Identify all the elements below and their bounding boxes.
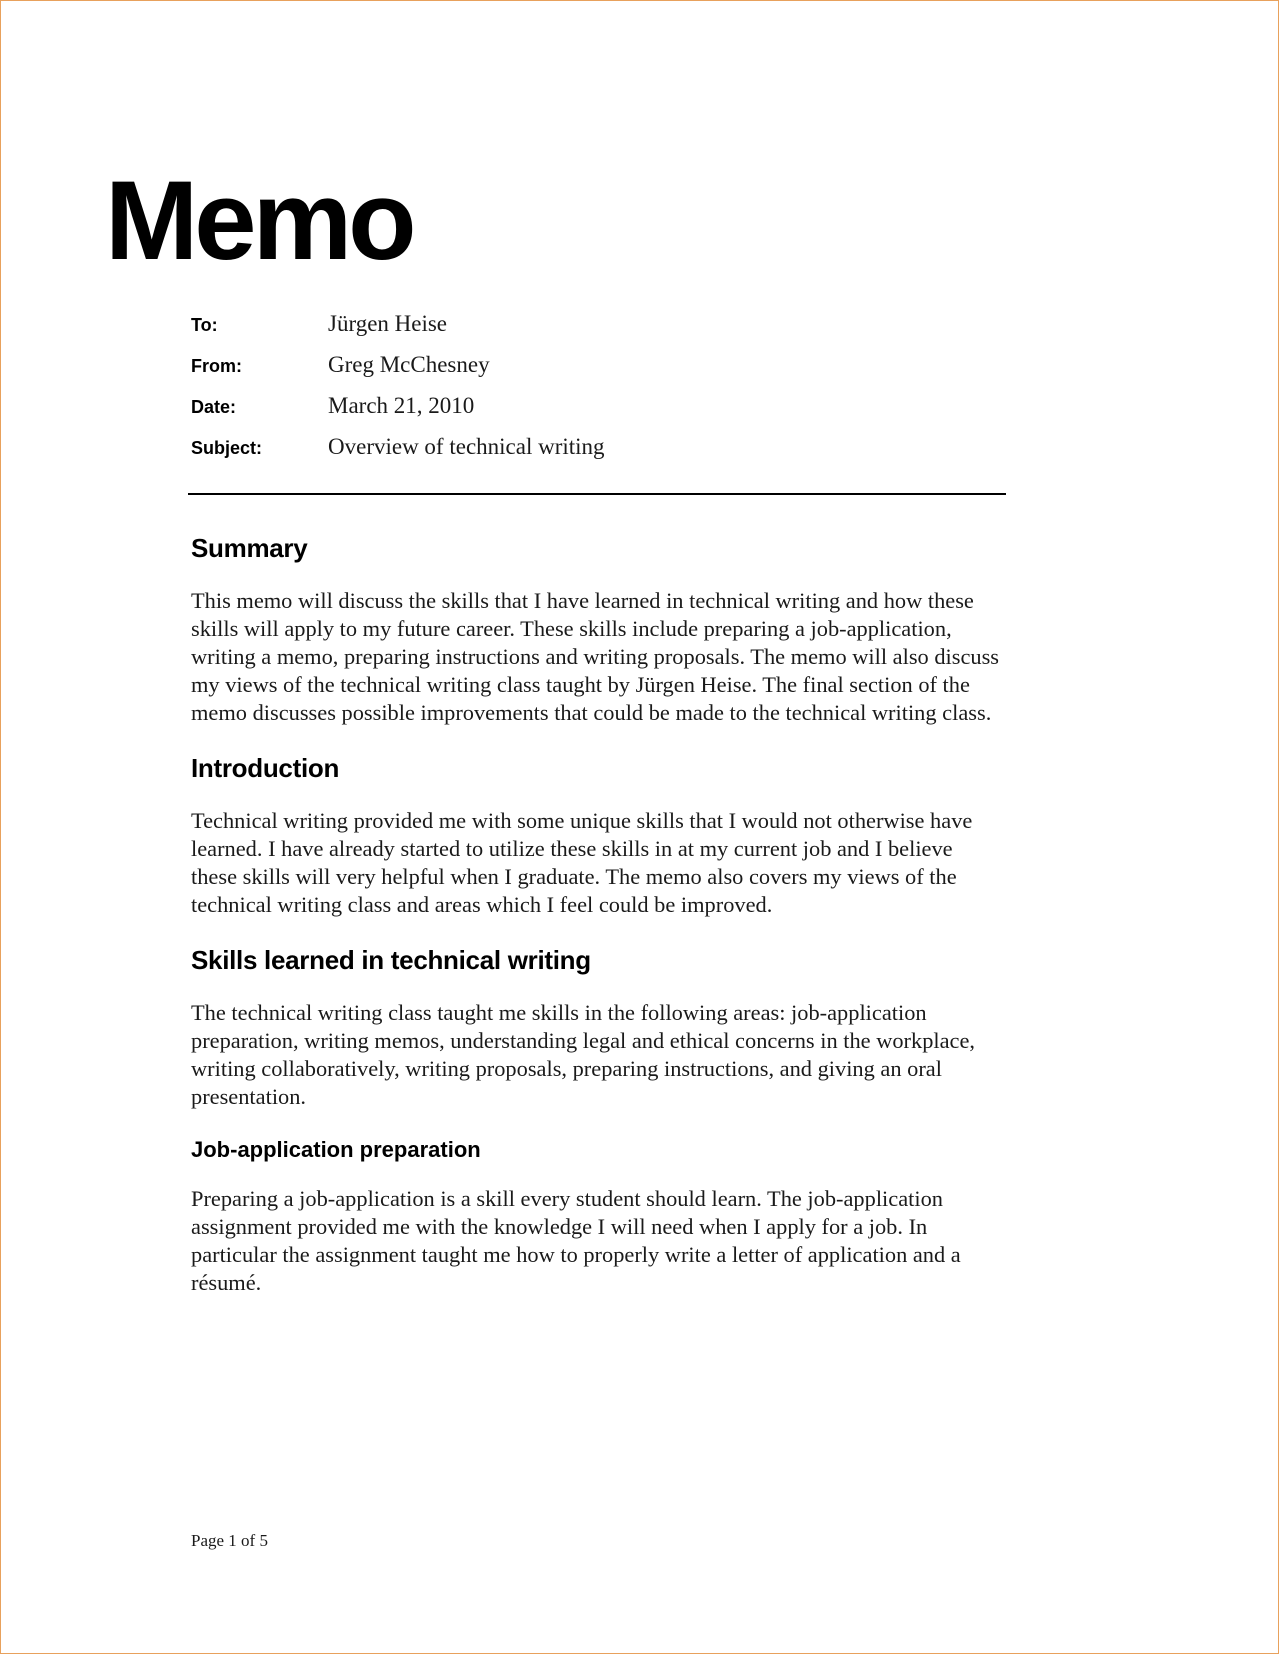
header-row-subject bbox=[191, 434, 605, 475]
header-value-date: March 21, 2010 bbox=[328, 393, 475, 418]
job-application-section bbox=[191, 1135, 1001, 1297]
memo-body bbox=[191, 531, 1001, 1321]
header-row-date bbox=[191, 393, 605, 434]
header-row-to bbox=[191, 311, 605, 352]
introduction-paragraph: Technical writing provided me with some unique skills that I would not otherwise have learned. I have already started to utilize these skills in at my current job and I believe these skills will very helpful when I graduate. The memo also covers my views of the technical writing class and areas which I feel could be improved. bbox=[191, 808, 973, 917]
header-value-from: Greg McChesney bbox=[328, 352, 490, 377]
summary-section bbox=[191, 531, 1001, 727]
skills-heading: Skills learned in technical writing bbox=[191, 945, 591, 975]
introduction-section bbox=[191, 751, 1001, 919]
header-value-subject: Overview of technical writing bbox=[328, 434, 605, 459]
page-number: Page 1 of 5 bbox=[191, 1531, 268, 1550]
summary-heading: Summary bbox=[191, 533, 308, 563]
header-label-from: From: bbox=[191, 356, 242, 376]
job-application-heading: Job-application preparation bbox=[191, 1137, 481, 1162]
summary-paragraph: This memo will discuss the skills that I have learned in technical writing and how these skills will apply to my future career. These skills include preparing a job-application, writing a memo, preparing instructions and writing proposals. The memo will also discuss my views of the technical writing class taught by Jürgen Heise. The final section of the memo discusses possible improvements that could be made to the technical writing class. bbox=[191, 588, 1000, 725]
header-label-to: To: bbox=[191, 315, 218, 335]
header-value-to: Jürgen Heise bbox=[328, 311, 448, 336]
header-row-from bbox=[191, 352, 605, 393]
skills-paragraph: The technical writing class taught me skills in the following areas: job-application preparation, writing memos, understanding legal and ethical concerns in the workplace, writing collaboratively, writing proposals, preparing instructions, and giving an oral presentation. bbox=[191, 1000, 976, 1109]
skills-section bbox=[191, 943, 1001, 1111]
header-label-subject: Subject: bbox=[191, 438, 263, 458]
header-divider bbox=[188, 493, 1006, 495]
introduction-heading: Introduction bbox=[191, 753, 340, 783]
memo-title: Memo bbox=[105, 158, 413, 283]
memo-header bbox=[191, 311, 605, 475]
job-application-paragraph: Preparing a job-application is a skill every student should learn. The job-application assignment provided me with the knowledge I will need when I apply for a job. In particular the assignment taught me how to properly write a letter of application and a résumé. bbox=[191, 1186, 961, 1295]
header-label-date: Date: bbox=[191, 397, 237, 417]
